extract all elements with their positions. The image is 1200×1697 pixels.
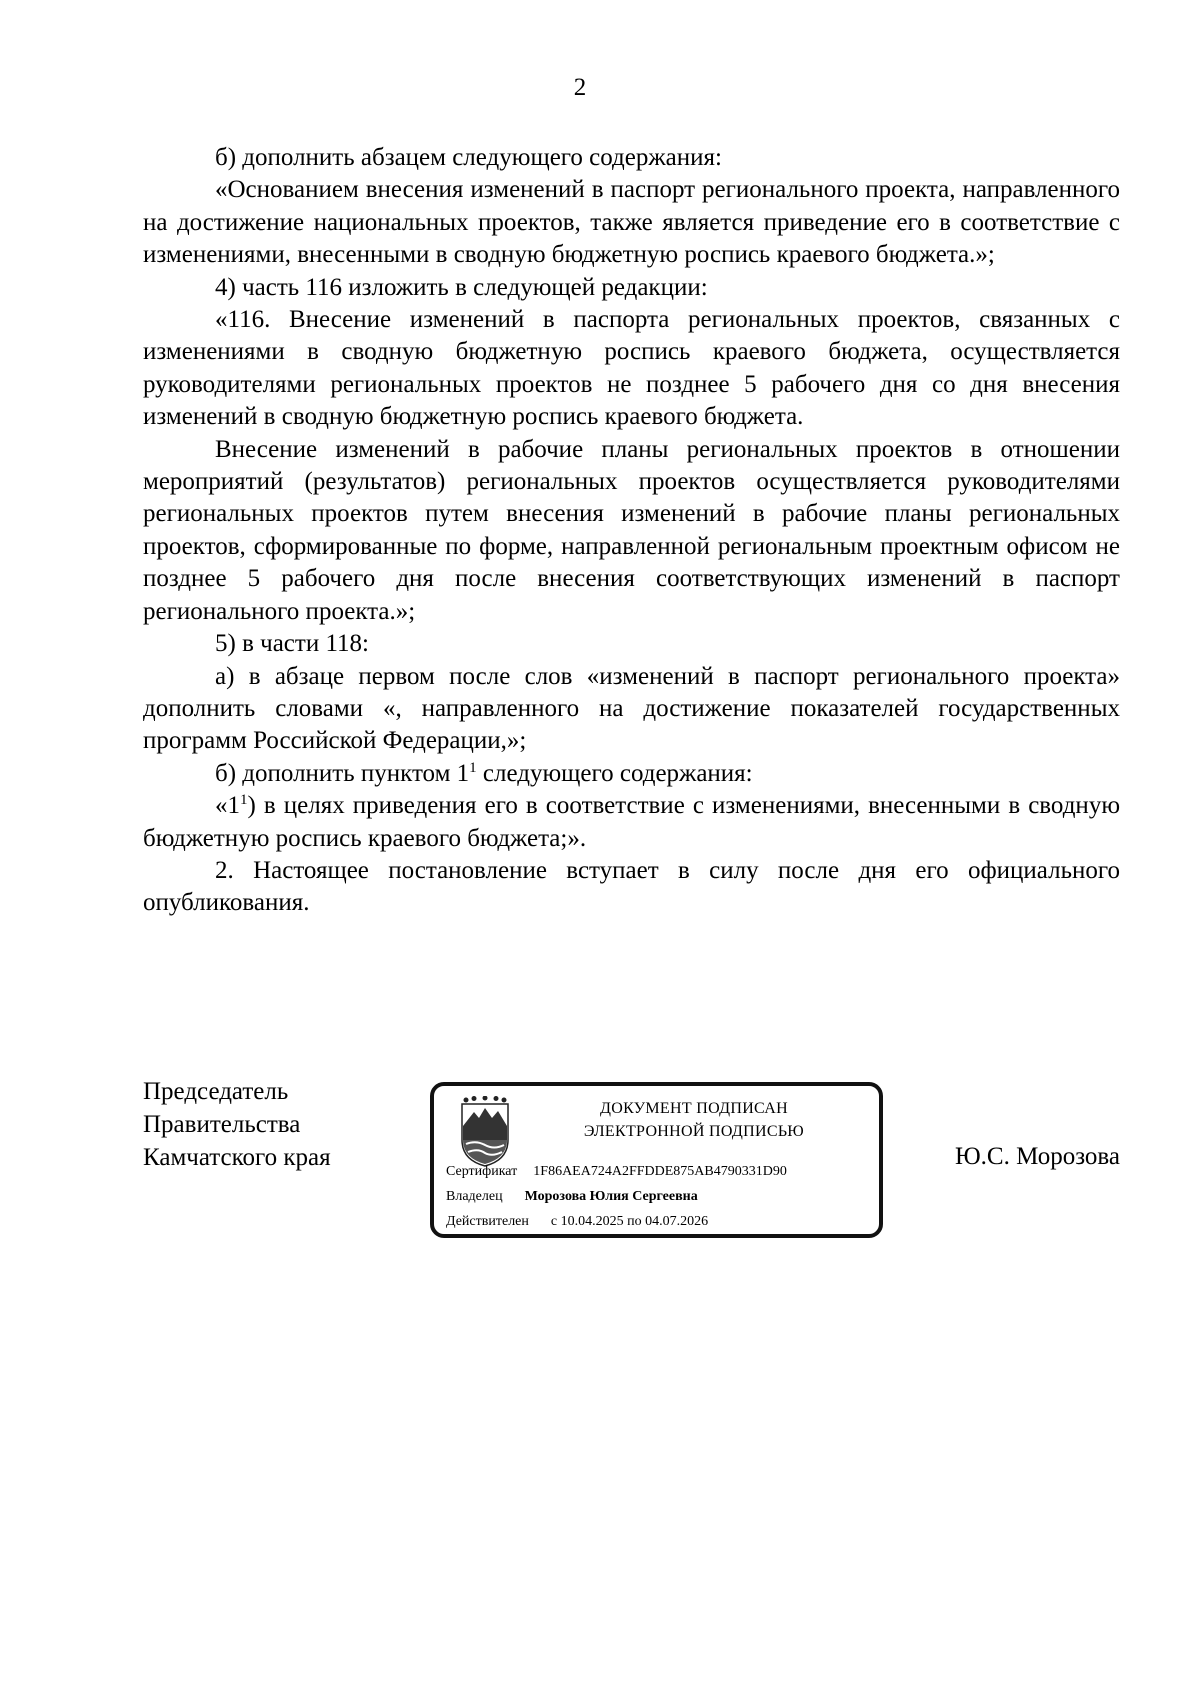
owner-row [446,1189,698,1205]
superscript: 1 [240,792,248,809]
signatory-name: Ю.С. Морозова [954,1143,1120,1170]
stamp-title: ЭЛЕКТРОННОЙ ПОДПИСЬЮ [583,1123,805,1140]
superscript: 1 [469,759,477,776]
paragraph-text: следующего содержания: [476,759,753,787]
position-line: Председатель [143,1078,289,1105]
owner-label: Владелец [446,1189,503,1204]
validity-label: Действителен [446,1214,529,1229]
certificate-label: Сертификат [446,1164,518,1179]
kamchatka-coat-of-arms-icon [452,1096,518,1168]
paragraph: Внесение изменений в рабочие планы региональных проектов в отношении мероприятий (результатов) региональных проектов осуществляется руководителями региональных проектов путем внесения изменений в рабочие планы региональных проектов, сформированные по форме, направленной региональным проектным офисом не позднее 5 рабочего дня после внесения соответствующих изменений в паспорт регионального проекта.»; [143,435,1120,625]
position-line: Правительства [143,1111,301,1138]
paragraph: «Основанием внесения изменений в паспорт регионального проекта, направленного на достижение национальных проектов, также является приведение его в соответствие с изменениями, внесенными в сводную бюджетную роспись краевого бюджета.»; [143,176,1120,269]
paragraph-text: б) дополнить пунктом 1 [215,759,470,787]
paragraph: 2. Настоящее постановление вступает в силу после дня его официального опубликования. [143,856,1120,917]
page-number: 2 [573,74,587,101]
certificate-row [446,1164,787,1180]
paragraph: 5) в части 118: [215,630,369,658]
paragraph-text: «1 [215,792,240,820]
stamp-title: ДОКУМЕНТ ПОДПИСАН [600,1100,788,1117]
position-line: Камчатского края [143,1144,331,1171]
validity-value: с 10.04.2025 по 04.07.2026 [550,1214,709,1229]
certificate-value: 1F86AEA724A2FFDDE875AB4790331D90 [533,1164,787,1179]
paragraph-text: ) в целях приведения его в соответствие с изменениями, внесенными в сводную бюджетную роспись краевого бюджета;». [143,792,1120,852]
electronic-signature-stamp [430,1082,883,1238]
paragraph [143,790,1120,855]
paragraph [143,758,1120,790]
paragraph: «116. Внесение изменений в паспорта региональных проектов, связанных с изменениями в сводную бюджетную роспись краевого бюджета, осуществляется руководителями региональных проектов не позднее 5 рабочего дня со дня внесения изменений в сводную бюджетную роспись краевого бюджета. [143,306,1120,431]
paragraph: а) в абзаце первом после слов «изменений в паспорт регионального проекта» дополнить словами «, направленного на достижение показателей государственных программ Российской Федерации,»; [143,662,1120,755]
validity-row [446,1214,708,1230]
signatory-position [143,1075,331,1174]
document-body [143,142,1120,920]
paragraph: б) дополнить абзацем следующего содержания: [215,144,722,171]
owner-value: Морозова Юлия Сергеевна [524,1189,698,1204]
paragraph: 4) часть 116 изложить в следующей редакции: [215,273,708,301]
